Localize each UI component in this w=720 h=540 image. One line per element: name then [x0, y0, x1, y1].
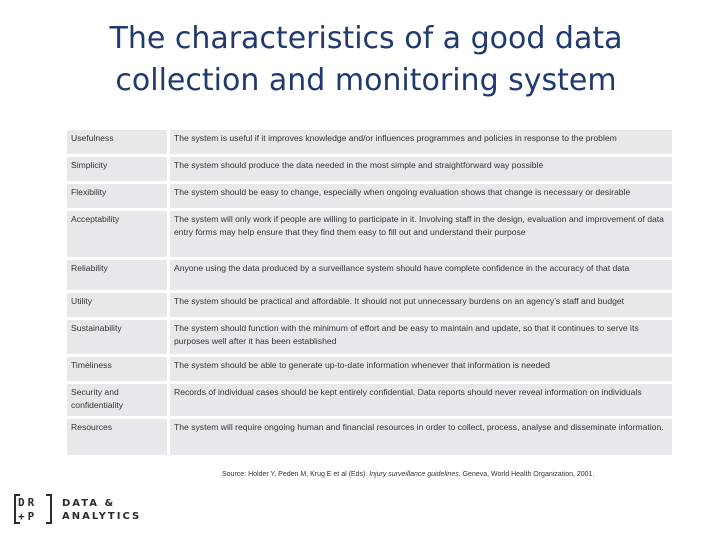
page-title-line-1: The characteristics of a good data	[109, 21, 623, 56]
logo-text-line-2: ANALYTICS	[62, 511, 142, 522]
page-title	[60, 18, 672, 102]
characteristic-description: The system should be able to generate up-to-date information whenever that information is needed	[170, 357, 672, 381]
characteristic-name: Simplicity	[67, 157, 167, 181]
characteristic-description: The system should function with the minimum of effort and be easy to maintain and update, so that it continues to serve its purposes well after it has been established	[170, 320, 672, 354]
characteristic-description: The system will require ongoing human and financial resources in order to collect, process, analyse and disseminate information.	[170, 419, 672, 455]
characteristic-name: Acceptability	[67, 211, 167, 257]
source-citation	[222, 471, 594, 478]
characteristic-description: The system will only work if people are willing to participate in it. Involving staff in the design, evaluation and improvement of data entry forms may help ensure that they find them easy to fill out and understand their purpose	[170, 211, 672, 257]
characteristic-description: Records of individual cases should be kept entirely confidential. Data reports should never reveal information on individuals	[170, 384, 672, 416]
table-row	[67, 320, 672, 354]
logo-bracket-right	[46, 494, 52, 524]
characteristic-description: The system is useful if it improves knowledge and/or influences programmes and policies in response to the problem	[170, 130, 672, 154]
characteristic-name: Reliability	[67, 260, 167, 290]
characteristic-name: Security and confidentiality	[67, 384, 167, 416]
logo-mark-line-1: DR	[18, 496, 38, 509]
page-title-line-2: collection and monitoring system	[115, 63, 617, 98]
characteristic-name: Resources	[67, 419, 167, 455]
characteristic-name: Sustainability	[67, 320, 167, 354]
characteristic-description: The system should produce the data needed in the most simple and straightforward way possible	[170, 157, 672, 181]
table-row	[67, 293, 672, 317]
table-row	[67, 357, 672, 381]
table-row	[67, 211, 672, 257]
source-title: Injury surveillance guidelines.	[369, 471, 461, 478]
logo-text-line-1: DATA &	[62, 498, 116, 509]
logo-text	[62, 497, 141, 523]
characteristic-description: The system should be easy to change, especially when ongoing evaluation shows that change is necessary or desirable	[170, 184, 672, 208]
logo	[14, 493, 141, 527]
characteristic-name: Timeliness	[67, 357, 167, 381]
characteristics-table	[67, 130, 672, 458]
characteristic-name: Flexibility	[67, 184, 167, 208]
table-row	[67, 184, 672, 208]
characteristic-name: Usefulness	[67, 130, 167, 154]
logo-mark	[14, 494, 52, 526]
table-row	[67, 384, 672, 416]
characteristic-description: The system should be practical and affordable. It should not put unnecessary burdens on an agency’s staff and budget	[170, 293, 672, 317]
characteristic-description: Anyone using the data produced by a surveillance system should have complete confidence in the accuracy of that data	[170, 260, 672, 290]
source-prefix: Source: Holder Y, Peden M, Krug E et al (Eds).	[222, 471, 370, 478]
logo-mark-line-2: +P	[18, 510, 38, 523]
table-row	[67, 260, 672, 290]
table-row	[67, 157, 672, 181]
table-row	[67, 419, 672, 455]
characteristic-name: Utility	[67, 293, 167, 317]
source-suffix: Geneva, World Health Organization, 2001.	[460, 471, 595, 478]
table-row	[67, 130, 672, 154]
